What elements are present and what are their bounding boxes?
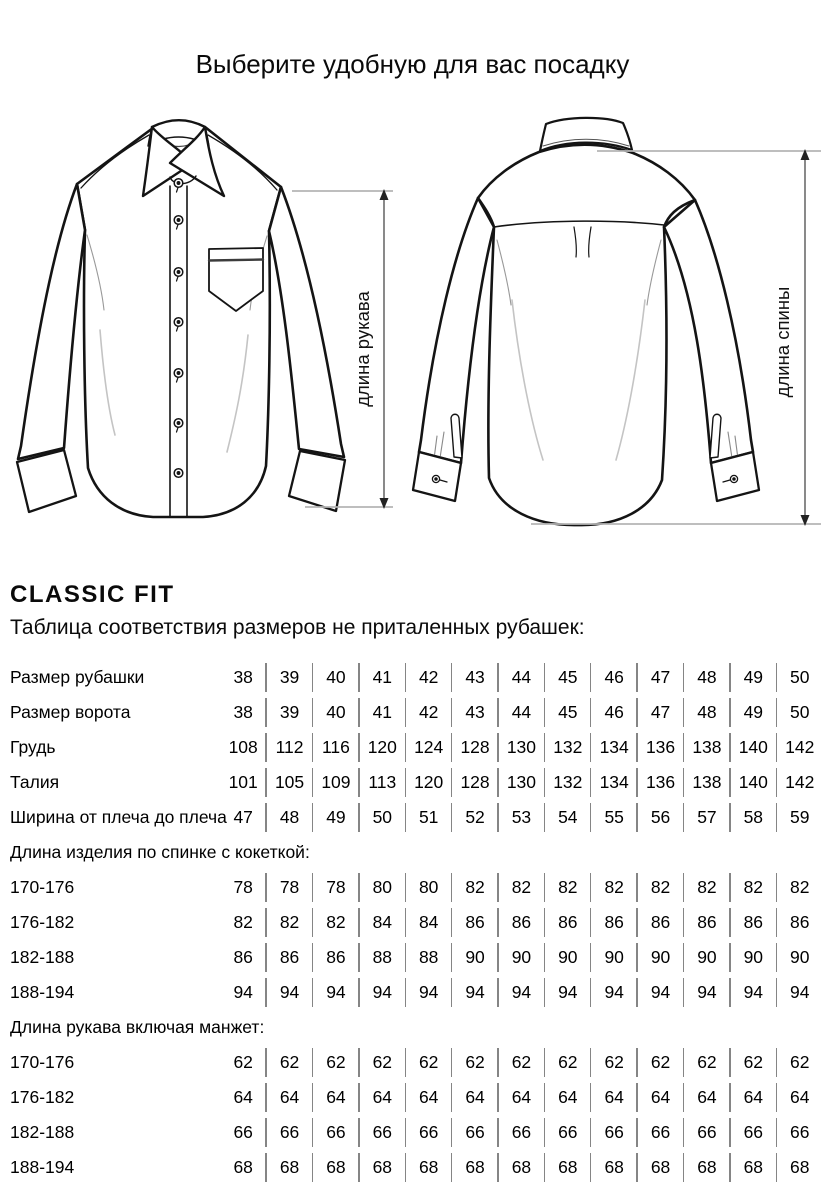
size-value: 66 [777,1115,824,1150]
size-value: 82 [545,870,591,905]
size-value: 39 [266,660,312,695]
size-value: 138 [684,765,730,800]
size-value: 68 [233,1157,253,1177]
size-value: 68 [498,1150,544,1185]
size-value: 94 [684,975,730,1010]
size-value: 132 [545,730,591,765]
size-value: 42 [406,695,452,730]
size-value: 86 [498,905,544,940]
size-value: 66 [730,1115,776,1150]
size-value: 109 [313,765,359,800]
size-value: 86 [730,905,776,940]
size-value: 66 [313,1115,359,1150]
size-value: 142 [777,730,824,765]
size-value: 94 [266,975,312,1010]
size-value: 57 [684,800,730,835]
size-value: 44 [498,660,544,695]
size-value: 41 [359,660,405,695]
size-value: 40 [313,695,359,730]
shirt-diagrams [0,95,825,560]
size-value: 90 [452,940,498,975]
size-value: 68 [406,1150,452,1185]
size-value: 128 [452,730,498,765]
size-value: 50 [777,695,824,730]
size-value: 128 [452,765,498,800]
size-value: 38 [233,667,253,687]
size-value: 48 [266,800,312,835]
row-label: 170-176 [10,1052,75,1072]
size-value: 86 [266,940,312,975]
size-value: 124 [406,730,452,765]
size-value: 86 [777,905,824,940]
size-value: 66 [266,1115,312,1150]
table-row [10,940,823,975]
size-value: 38 [233,702,253,722]
size-value: 94 [452,975,498,1010]
size-value: 62 [545,1045,591,1080]
size-value: 47 [637,695,683,730]
size-value: 82 [266,905,312,940]
size-value: 62 [777,1045,824,1080]
size-value: 105 [266,765,312,800]
row-label: Размер ворота [10,702,131,722]
size-value: 40 [313,660,359,695]
back-length-label: длина спины [772,286,793,398]
size-value: 68 [359,1150,405,1185]
row-label: 176-182 [10,1087,75,1107]
size-value: 49 [730,660,776,695]
size-value: 82 [498,870,544,905]
size-value: 86 [545,905,591,940]
size-value: 90 [498,940,544,975]
size-value: 49 [730,695,776,730]
size-value: 94 [637,975,683,1010]
size-value: 140 [730,730,776,765]
size-value: 82 [233,912,253,932]
size-value: 59 [777,800,824,835]
size-value: 64 [591,1080,637,1115]
size-value: 82 [591,870,637,905]
section-label: Длина изделия по спинке с кокеткой: [10,842,310,862]
section-label: Длина рукава включая манжет: [10,1017,265,1037]
size-value: 62 [684,1045,730,1080]
size-value: 52 [452,800,498,835]
size-value: 78 [233,877,253,897]
row-label: Ширина от плеча до плеча [10,807,227,827]
table-row [10,730,823,765]
size-value: 82 [684,870,730,905]
size-value: 101 [228,772,258,792]
size-value: 134 [591,765,637,800]
table-row [10,1080,823,1115]
fit-heading: CLASSIC FIT [10,581,175,608]
size-value: 55 [591,800,637,835]
size-value: 80 [359,870,405,905]
table-row [10,800,823,835]
row-label: 176-182 [10,912,75,932]
table-row [10,695,823,730]
table-row [10,905,823,940]
size-value: 45 [545,695,591,730]
row-label: 170-176 [10,877,75,897]
size-value: 48 [684,660,730,695]
size-value: 41 [359,695,405,730]
row-label: Грудь [10,737,56,757]
size-value: 90 [777,940,824,975]
size-value: 140 [730,765,776,800]
size-value: 112 [266,730,312,765]
size-value: 90 [684,940,730,975]
size-value: 64 [452,1080,498,1115]
row-label: Размер рубашки [10,667,145,687]
size-value: 82 [730,870,776,905]
table-caption: Таблица соответствия размеров не приталенных рубашек: [10,616,585,639]
size-value: 56 [637,800,683,835]
size-value: 66 [545,1115,591,1150]
size-value: 136 [637,765,683,800]
size-value: 130 [498,765,544,800]
table-row [10,1150,823,1185]
size-value: 58 [730,800,776,835]
size-value: 68 [730,1150,776,1185]
size-value: 64 [233,1087,253,1107]
size-value: 50 [359,800,405,835]
size-value: 42 [406,660,452,695]
size-value: 68 [452,1150,498,1185]
size-value: 66 [406,1115,452,1150]
size-value: 130 [498,730,544,765]
size-value: 78 [266,870,312,905]
row-label: Талия [10,772,60,792]
table-row [10,870,823,905]
size-value: 66 [452,1115,498,1150]
size-value: 62 [591,1045,637,1080]
size-value: 62 [730,1045,776,1080]
size-value: 66 [591,1115,637,1150]
size-value: 54 [545,800,591,835]
shirt-front-drawing [17,120,345,517]
section-header-row [10,835,823,870]
size-value: 94 [406,975,452,1010]
table-row [10,765,823,800]
size-value: 113 [359,765,405,800]
size-value: 68 [684,1150,730,1185]
size-table [10,660,823,1185]
table-row [10,660,823,695]
shirt-back-drawing [413,118,759,525]
size-value: 46 [591,695,637,730]
size-value: 45 [545,660,591,695]
size-value: 66 [498,1115,544,1150]
size-value: 64 [730,1080,776,1115]
size-value: 62 [637,1045,683,1080]
size-value: 66 [684,1115,730,1150]
size-value: 68 [313,1150,359,1185]
row-label: 188-194 [10,982,75,1002]
size-value: 66 [233,1122,253,1142]
size-value: 53 [498,800,544,835]
size-value: 66 [359,1115,405,1150]
table-row [10,1045,823,1080]
size-value: 88 [406,940,452,975]
size-value: 90 [637,940,683,975]
size-value: 82 [313,905,359,940]
size-value: 39 [266,695,312,730]
table-row [10,1115,823,1150]
size-value: 64 [266,1080,312,1115]
size-value: 82 [452,870,498,905]
size-value: 94 [498,975,544,1010]
size-value: 64 [313,1080,359,1115]
size-value: 62 [266,1045,312,1080]
size-value: 68 [777,1150,824,1185]
size-value: 94 [730,975,776,1010]
size-value: 136 [637,730,683,765]
size-value: 47 [637,660,683,695]
row-label: 188-194 [10,1157,75,1177]
size-value: 68 [545,1150,591,1185]
size-value: 43 [452,695,498,730]
size-value: 134 [591,730,637,765]
size-value: 47 [233,807,253,827]
row-label: 182-188 [10,1122,75,1142]
size-value: 78 [313,870,359,905]
size-value: 120 [406,765,452,800]
size-value: 62 [498,1045,544,1080]
size-value: 138 [684,730,730,765]
size-value: 62 [452,1045,498,1080]
size-value: 62 [233,1052,253,1072]
size-value: 86 [684,905,730,940]
size-value: 108 [228,737,258,757]
size-value: 64 [359,1080,405,1115]
size-value: 64 [777,1080,824,1115]
size-value: 62 [313,1045,359,1080]
size-value: 49 [313,800,359,835]
size-value: 88 [359,940,405,975]
size-value: 120 [359,730,405,765]
size-value: 64 [637,1080,683,1115]
page-title: Выберите удобную для вас посадку [195,49,630,79]
size-value: 94 [545,975,591,1010]
section-header-row [10,1010,823,1045]
sleeve-length-label: длина рукава [352,291,373,407]
size-value: 94 [777,975,824,1010]
size-value: 64 [684,1080,730,1115]
size-value: 142 [777,765,824,800]
size-value: 94 [359,975,405,1010]
size-value: 132 [545,765,591,800]
size-value: 90 [545,940,591,975]
size-value: 64 [406,1080,452,1115]
size-value: 116 [313,730,359,765]
size-value: 68 [591,1150,637,1185]
size-value: 86 [452,905,498,940]
size-value: 50 [777,660,824,695]
size-value: 68 [637,1150,683,1185]
size-value: 82 [777,870,824,905]
size-value: 86 [637,905,683,940]
size-value: 86 [591,905,637,940]
size-value: 46 [591,660,637,695]
size-value: 48 [684,695,730,730]
size-value: 84 [406,905,452,940]
table-row [10,975,823,1010]
row-label: 182-188 [10,947,75,967]
size-value: 51 [406,800,452,835]
size-value: 64 [498,1080,544,1115]
size-value: 68 [266,1150,312,1185]
size-value: 66 [637,1115,683,1150]
size-value: 94 [233,982,253,1002]
size-value: 64 [545,1080,591,1115]
size-value: 94 [591,975,637,1010]
size-value: 62 [359,1045,405,1080]
size-value: 62 [406,1045,452,1080]
size-value: 82 [637,870,683,905]
size-value: 86 [313,940,359,975]
size-value: 84 [359,905,405,940]
size-value: 43 [452,660,498,695]
size-value: 86 [233,947,253,967]
size-value: 90 [591,940,637,975]
size-value: 90 [730,940,776,975]
size-value: 94 [313,975,359,1010]
size-value: 80 [406,870,452,905]
size-value: 44 [498,695,544,730]
